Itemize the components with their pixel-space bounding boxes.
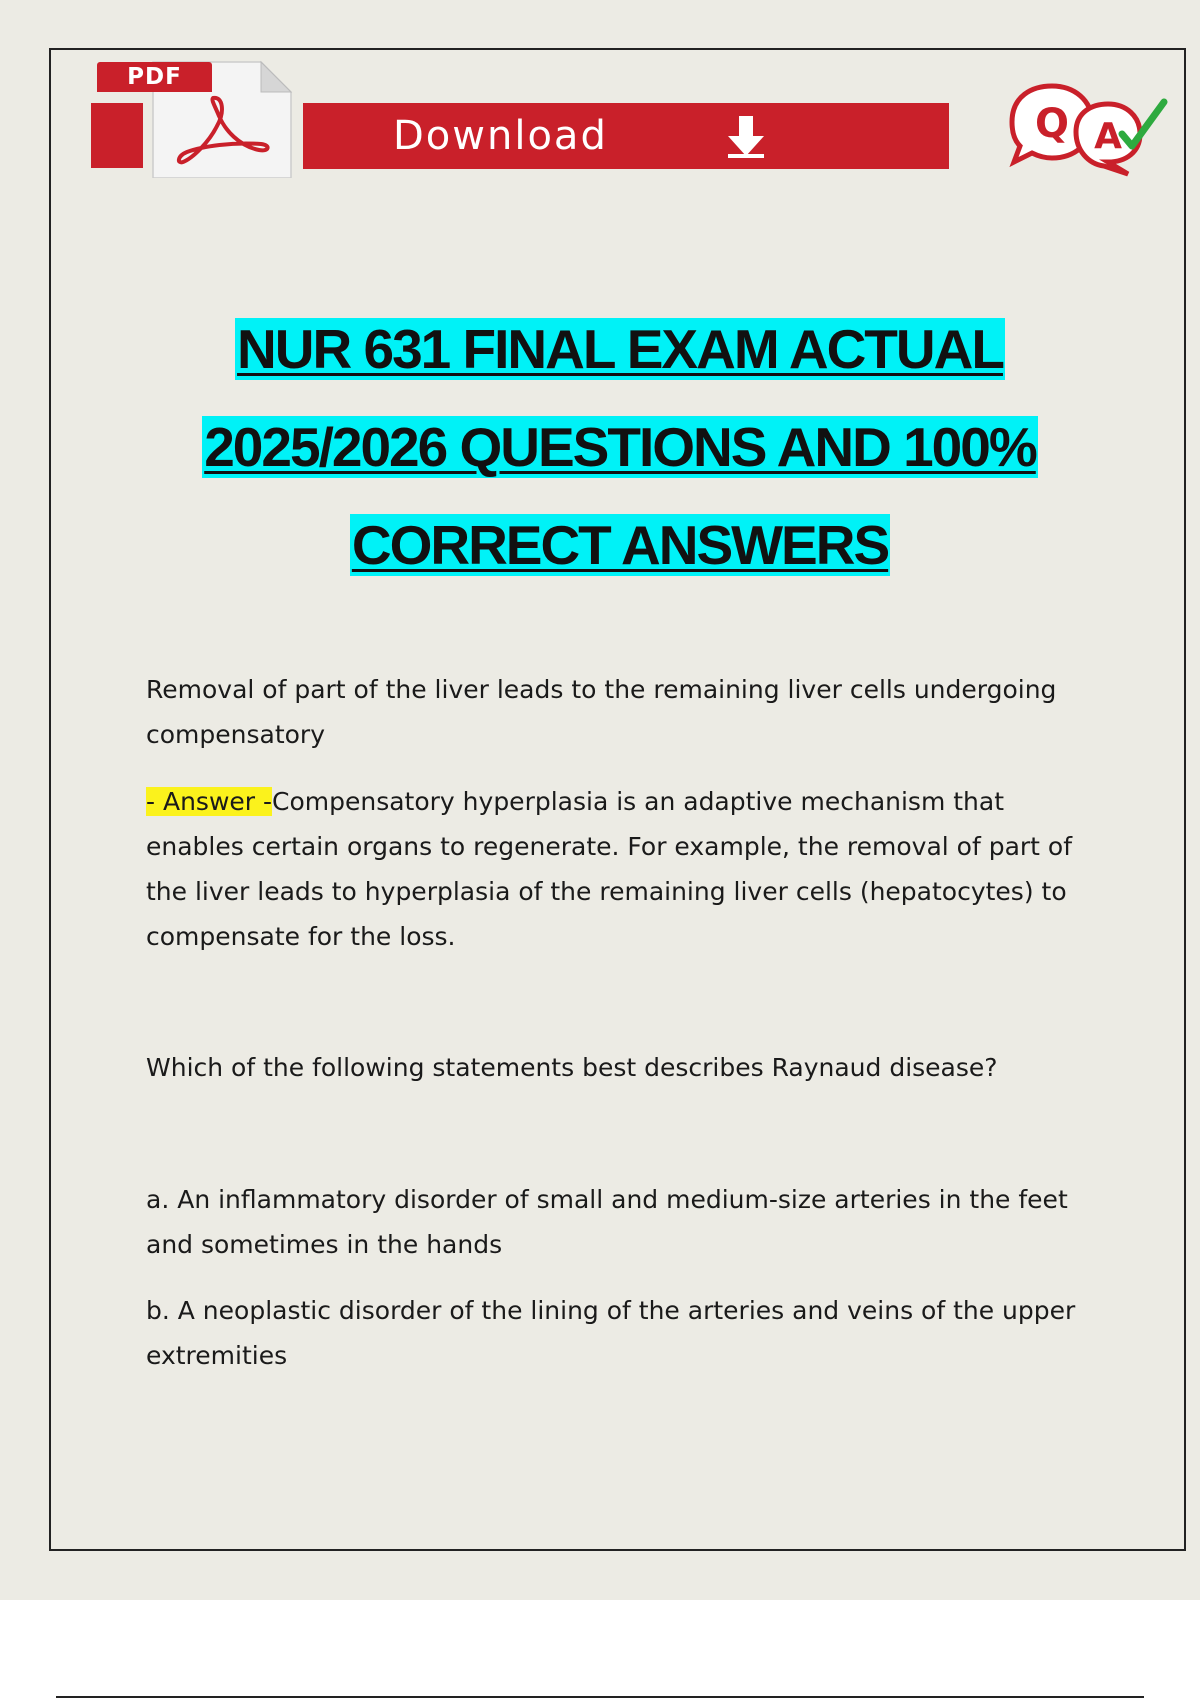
answer-1 — [146, 779, 1106, 959]
download-arrow-icon — [726, 116, 766, 158]
document-title — [60, 300, 1180, 594]
answer-1-text: Compensatory hyperplasia is an adaptive mechanism that enables certain organs to regenerate. For example, the removal of part of the liver leads to hyperplasia of the remaining liver cells (hepatocytes) to compensate for the loss. — [146, 787, 1073, 951]
banner-left-block — [91, 103, 143, 168]
qa-logo-icon — [1004, 82, 1174, 177]
download-button[interactable] — [303, 103, 949, 169]
title-line-3: CORRECT ANSWERS — [351, 514, 889, 576]
option-b: b. A neoplastic disorder of the lining of the arteries and veins of the upper extremities — [146, 1296, 1076, 1370]
title-line-1: NUR 631 FINAL EXAM ACTUAL — [237, 318, 1003, 380]
option-a: a. An inflammatory disorder of small and medium-size arteries in the feet and sometimes in the hands — [146, 1185, 1068, 1259]
download-banner[interactable] — [91, 58, 861, 178]
qa-logo-a: A — [1094, 116, 1122, 157]
bottom-divider — [56, 1696, 1144, 1698]
answer-tag: - Answer - — [146, 787, 273, 816]
title-line-2: 2025/2026 QUESTIONS AND 100% — [204, 416, 1036, 478]
download-label: Download — [393, 113, 608, 159]
question-1: Removal of part of the liver leads to the remaining liver cells undergoing compensatory — [146, 675, 1057, 749]
question-2: Which of the following statements best describes Raynaud disease? — [146, 1053, 998, 1082]
pdf-label: PDF — [97, 62, 212, 92]
qa-logo-q: Q — [1034, 101, 1070, 147]
